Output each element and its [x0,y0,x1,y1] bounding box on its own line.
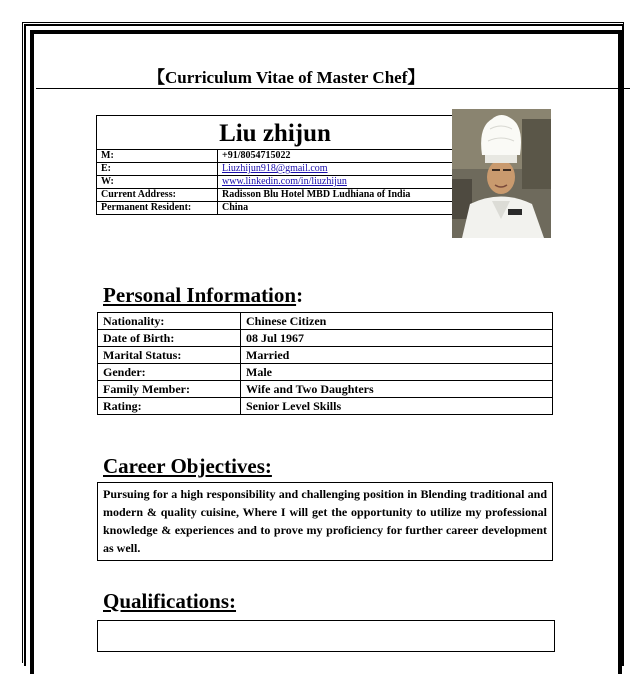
chef-photo [452,109,551,238]
info-value: Wife and Two Daughters [241,381,553,398]
contact-label: E: [97,163,218,176]
info-label: Family Member: [98,381,241,398]
contact-label: W: [97,176,218,189]
info-value: Senior Level Skills [241,398,553,415]
info-label: Marital Status: [98,347,241,364]
title-divider [36,88,630,89]
info-label: Rating: [98,398,241,415]
qualifications-heading-text: Qualifications: [103,589,237,613]
info-label: Date of Birth: [98,330,241,347]
contact-row [97,163,453,176]
career-objectives-text: Pursuing for a high responsibility and challenging position in Blending traditional and modern & quality cuisine, Where I will get the opportunity to utilize my professional knowledge & experiences and to prove my proficiency for further career development as well. [97,482,553,561]
personal-info-heading-text: Personal Information [103,283,297,307]
table-row [98,398,553,415]
contact-row [97,150,453,163]
contact-row [97,176,453,189]
contact-row [97,189,453,202]
chef-portrait-image [452,109,551,238]
qualifications-heading [103,589,236,614]
info-label: Nationality: [98,313,241,330]
email-link[interactable]: Liuzhijun918@gmail.com [222,163,328,174]
personal-info-table [97,312,553,415]
contact-label: Permanent Resident: [97,202,218,215]
info-value: 08 Jul 1967 [241,330,553,347]
info-label: Gender: [98,364,241,381]
document-title: 【Curriculum Vitae of Master Chef】 [148,68,425,87]
table-row [98,364,553,381]
contact-label: M: [97,150,218,163]
career-objectives-heading-text: Career Objectives: [103,454,272,478]
table-row [98,330,553,347]
info-value: Married [241,347,553,364]
contact-block [96,115,453,215]
address-value: Radisson Blu Hotel MBD Ludhiana of India [218,189,454,202]
table-row [98,347,553,364]
career-objectives-heading [103,454,272,479]
info-value: Male [241,364,553,381]
info-value: Chinese Citizen [241,313,553,330]
residence-value: China [218,202,454,215]
personal-info-heading [103,283,303,308]
qualifications-table [97,620,555,652]
contact-label: Current Address: [97,189,218,202]
table-row [98,381,553,398]
personal-info-heading-colon: : [296,283,304,307]
website-link[interactable]: www.linkedin.com/in/liuzhijun [222,176,347,187]
table-row [98,313,553,330]
contact-table [97,150,453,214]
phone-value: +91/8054715022 [222,150,291,161]
contact-row [97,202,453,215]
candidate-name: Liu zhijun [97,116,453,150]
